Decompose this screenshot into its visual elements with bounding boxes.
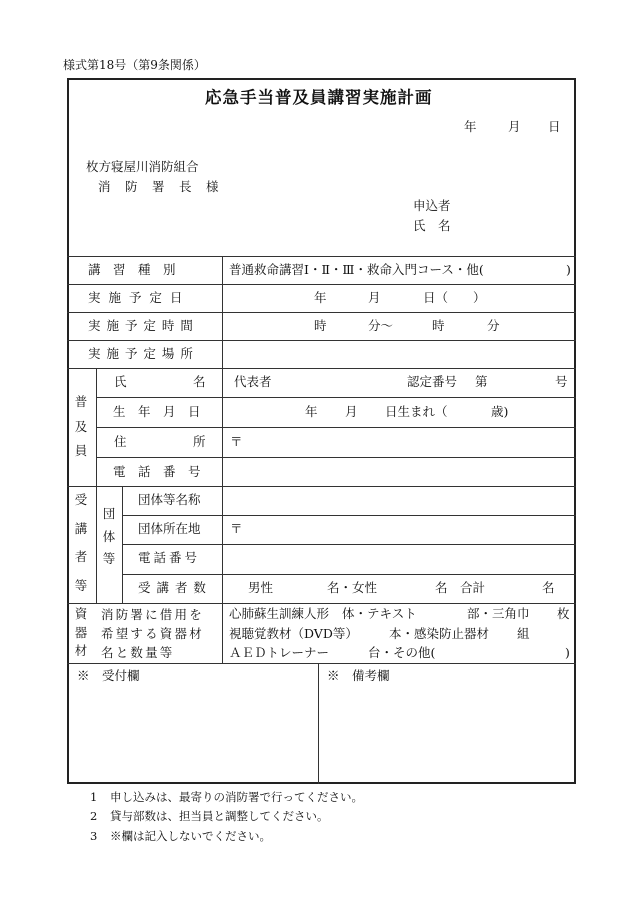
rule: [96, 368, 97, 603]
rule: [67, 603, 576, 604]
rule: [67, 312, 576, 313]
org-group-label: 団 体 等: [102, 506, 116, 566]
postal-mark: 〒: [230, 434, 243, 449]
place-label: 実 施 予 定 場 所: [88, 346, 194, 361]
note-2-text: 貸与部数は、担当員と調整してください。: [110, 809, 329, 823]
rule: [67, 256, 576, 257]
equipment-infection: 本・感染防止器材: [389, 626, 490, 641]
course-type-value: 普通救命講習Ⅰ・Ⅱ・Ⅲ・救命入門コース・他(: [229, 262, 484, 277]
form-title: 応急手当普及員講習実施計画: [205, 88, 433, 107]
instructor-name-label-2: 名: [193, 374, 206, 389]
date-month: 月: [368, 290, 381, 305]
rule: [67, 486, 576, 487]
equipment-av: 視聴覚教材（DVD等）: [229, 626, 358, 641]
address-label-2: 所: [193, 434, 206, 449]
date-day: 日: [548, 119, 561, 134]
rule: [122, 486, 123, 603]
addressee-org: 枚方寝屋川消防組合: [86, 159, 199, 174]
instructor-group-label: 普 及 員: [74, 394, 88, 458]
rule: [96, 427, 576, 428]
rule: [318, 663, 319, 784]
remarks-label: ※ 備考欄: [327, 668, 390, 683]
equipment-label-line-3: 名と数量等: [101, 645, 175, 660]
male-label: 男性: [248, 580, 274, 595]
date-year: 年: [314, 290, 327, 305]
time-minute-1: 分～: [368, 318, 394, 333]
rule: [122, 544, 576, 545]
date-day: 日（: [423, 290, 449, 305]
address-label-1: 住: [114, 434, 127, 449]
equipment-text: 体・テキスト: [342, 606, 417, 621]
rule: [122, 574, 576, 575]
applicant-name-label: 氏 名: [413, 218, 451, 233]
applicant-label: 申込者: [413, 198, 451, 213]
equipment-bandage: 部・三角巾: [467, 606, 530, 621]
reception-label: ※ 受付欄: [77, 668, 140, 683]
date-label: 実 施 予 定 日: [88, 290, 185, 305]
time-hour-1: 時: [314, 318, 327, 333]
equipment-aed: ＡＥＤトレーナー: [229, 645, 330, 660]
equipment-group-label: 資 器 材: [74, 606, 88, 658]
trainee-count-label: 受 講 者 数: [138, 580, 207, 595]
org-phone-label: 電話番号: [138, 550, 201, 565]
female-label: 名・女性: [327, 580, 378, 595]
instructor-name-label-1: 氏: [114, 374, 127, 389]
rule: [67, 368, 576, 369]
birthdate-label: 生 年 月 日: [113, 404, 201, 419]
cert-number-label: 認定番号: [407, 374, 458, 389]
age-text: 歳): [491, 404, 509, 419]
org-address-label: 団体所在地: [138, 521, 201, 536]
birth-month: 月: [345, 404, 358, 419]
date-year: 年: [464, 119, 477, 134]
equipment-other-close: ): [565, 645, 570, 660]
org-postal-mark: 〒: [230, 521, 243, 536]
note-3-text: ※欄は記入しないでください。: [110, 829, 271, 843]
course-type-label: 講 習 種 別: [88, 262, 176, 277]
addressee-recipient: 消 防 署 長 様: [98, 179, 220, 194]
rule: [96, 397, 576, 398]
equipment-bandage-unit: 枚: [557, 606, 570, 621]
rule: [67, 663, 576, 664]
note-2-num: 2: [90, 809, 98, 823]
date-close: ）: [473, 290, 486, 305]
equipment-label-line-2: 希望する資器材: [101, 626, 204, 641]
total-unit: 名: [542, 580, 555, 595]
equipment-manikin: 心肺蘇生訓練人形: [229, 606, 330, 621]
note-1-num: 1: [90, 790, 98, 804]
note-1-text: 申し込みは、最寄りの消防署で行ってください。: [110, 790, 363, 804]
cert-dai: 第: [475, 374, 488, 389]
equipment-other: 台・その他(: [368, 645, 436, 660]
date-month: 月: [508, 119, 521, 134]
rule: [96, 457, 576, 458]
course-type-close: ): [566, 262, 571, 277]
equipment-infection-unit: 組: [517, 626, 530, 641]
rule: [67, 284, 576, 285]
birth-year: 年: [305, 404, 318, 419]
form-number: 様式第18号（第9条関係）: [63, 58, 206, 72]
time-hour-2: 時: [432, 318, 445, 333]
org-name-label: 団体等名称: [138, 492, 201, 507]
representative-label: 代表者: [234, 374, 272, 389]
time-label: 実 施 予 定 時 間: [88, 318, 194, 333]
rule: [122, 515, 576, 516]
trainees-group-label: 受 講 者 等: [74, 492, 88, 593]
time-minute-2: 分: [487, 318, 500, 333]
rule: [67, 340, 576, 341]
rule: [222, 256, 223, 663]
phone-label: 電 話 番 号: [113, 464, 201, 479]
note-3-num: 3: [90, 829, 98, 843]
equipment-label-line-1: 消防署に借用を: [101, 607, 204, 622]
birth-day-text: 日生まれ（: [385, 404, 448, 419]
total-label: 名 合計: [435, 580, 486, 595]
cert-go: 号: [555, 374, 568, 389]
